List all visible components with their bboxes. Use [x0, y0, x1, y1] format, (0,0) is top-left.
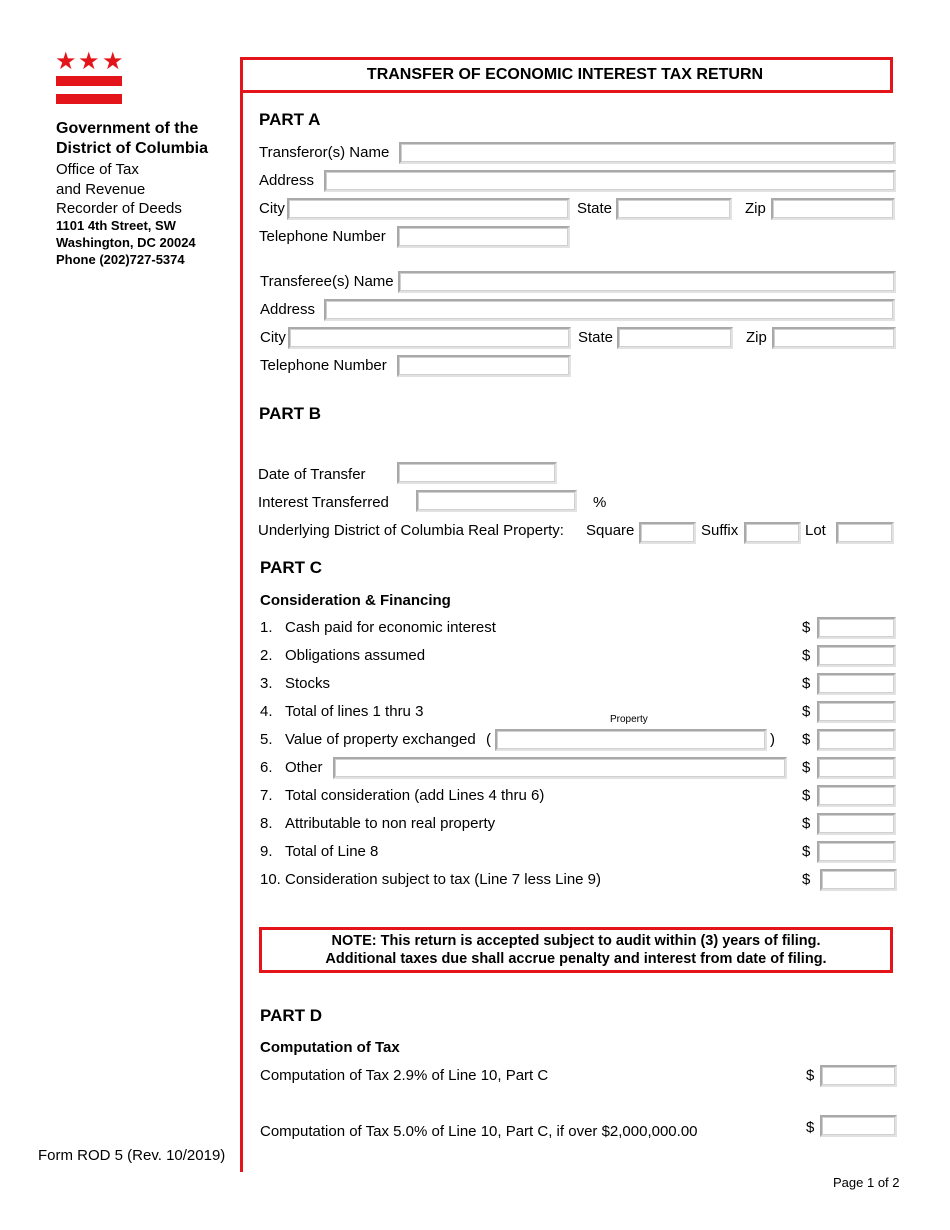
currency-symbol: $ [802, 871, 811, 888]
currency-symbol: $ [802, 619, 811, 636]
currency-symbol: $ [806, 1067, 815, 1084]
currency-symbol: $ [802, 675, 811, 692]
currency-symbol: $ [802, 787, 811, 804]
line-label: Attributable to non real property [285, 815, 496, 832]
agency-office: and Revenue [56, 181, 146, 198]
square-input[interactable] [639, 522, 696, 544]
part-d-heading: PART D [260, 1006, 323, 1025]
line-number: 5. [260, 731, 273, 748]
page-number: Page 1 of 2 [833, 1175, 900, 1190]
transferor-name-input[interactable] [399, 142, 896, 164]
transferee-state-label: State [578, 329, 614, 346]
date-of-transfer-input[interactable] [397, 462, 557, 484]
transferor-zip-input[interactable] [771, 198, 895, 220]
real-property-label: Underlying District of Columbia Real Property: [258, 522, 564, 539]
interest-transferred-label: Interest Transferred [258, 494, 389, 511]
percent-sign: % [593, 494, 607, 511]
lot-input[interactable] [836, 522, 894, 544]
transferor-zip-label: Zip [745, 200, 766, 217]
exchanged-property-input[interactable] [495, 729, 767, 751]
transferee-state-input[interactable] [617, 327, 733, 349]
agency-city: Washington, DC 20024 [56, 235, 196, 250]
suffix-input[interactable] [744, 522, 801, 544]
open-paren: ( [486, 731, 491, 748]
transferee-address-input[interactable] [324, 299, 895, 321]
currency-symbol: $ [802, 703, 811, 720]
star-icon: ★ [102, 48, 124, 75]
star-icon: ★ [55, 48, 77, 75]
currency-symbol: $ [802, 815, 811, 832]
transferor-state-input[interactable] [616, 198, 732, 220]
audit-note [259, 927, 893, 973]
line-number: 7. [260, 787, 273, 804]
audit-note-line: NOTE: This return is accepted subject to audit within (3) years of filing. [331, 933, 821, 949]
line-label: Consideration subject to tax (Line 7 less Line 9) [285, 871, 602, 888]
transferee-address-label: Address [260, 301, 316, 318]
part-b-heading: PART B [259, 404, 322, 423]
line-number: 4. [260, 703, 273, 720]
currency-symbol: $ [802, 731, 811, 748]
tax-rate-5-0-label: Computation of Tax 5.0% of Line 10, Part C, if over $2,000,000.00 [260, 1123, 698, 1140]
line-number: 6. [260, 759, 273, 776]
agency-street: 1101 4th Street, SW [56, 218, 176, 233]
part-c-heading: PART C [260, 558, 323, 577]
line-label: Total of lines 1 thru 3 [285, 703, 424, 720]
flag-bar [56, 94, 122, 104]
line-label: Stocks [285, 675, 331, 692]
part-c-subheading: Consideration & Financing [260, 592, 451, 609]
line-label: Total of Line 8 [285, 843, 379, 860]
line-1-amount-input[interactable] [817, 617, 896, 639]
line-number: 8. [260, 815, 273, 832]
flag-bar [56, 76, 122, 86]
square-label: Square [586, 522, 635, 539]
line-label: Cash paid for economic interest [285, 619, 496, 636]
agency-office: Recorder of Deeds [56, 200, 182, 217]
tax-rate-2-9-label: Computation of Tax 2.9% of Line 10, Part C [260, 1067, 549, 1084]
line-8-amount-input[interactable] [817, 813, 896, 835]
currency-symbol: $ [806, 1119, 815, 1136]
transferee-name-label: Transferee(s) Name [260, 273, 394, 290]
line-number: 2. [260, 647, 273, 664]
agency-office: Office of Tax [56, 161, 139, 178]
transferor-address-label: Address [259, 172, 315, 189]
lot-label: Lot [805, 522, 826, 539]
line-label: Obligations assumed [285, 647, 426, 664]
currency-symbol: $ [802, 759, 811, 776]
transferee-city-label: City [260, 329, 286, 346]
red-margin-line [240, 58, 243, 1172]
transferor-city-input[interactable] [287, 198, 570, 220]
agency-name: Government of the [56, 120, 199, 137]
transferee-city-input[interactable] [288, 327, 571, 349]
line-2-amount-input[interactable] [817, 645, 896, 667]
form-id: Form ROD 5 (Rev. 10/2019) [38, 1147, 226, 1164]
tax-5-0-amount-input[interactable] [820, 1115, 897, 1137]
form-title: TRANSFER OF ECONOMIC INTEREST TAX RETURN [240, 57, 893, 93]
audit-note-line: Additional taxes due shall accrue penalty and interest from date of filing. [325, 951, 827, 967]
line-9-amount-input[interactable] [817, 841, 896, 863]
transferee-phone-input[interactable] [397, 355, 571, 377]
transferor-city-label: City [259, 200, 285, 217]
transferor-state-label: State [577, 200, 613, 217]
line-10-amount-input[interactable] [820, 869, 897, 891]
transferee-phone-label: Telephone Number [260, 357, 387, 374]
part-a-heading: PART A [259, 110, 321, 129]
line-label: Other [285, 759, 323, 776]
line-number: 10. [260, 871, 281, 888]
agency-name: District of Columbia [56, 140, 209, 157]
star-icon: ★ [78, 48, 100, 75]
transferor-address-input[interactable] [324, 170, 896, 192]
transferee-zip-input[interactable] [772, 327, 896, 349]
suffix-label: Suffix [701, 522, 739, 539]
transferee-zip-label: Zip [746, 329, 767, 346]
part-d-subheading: Computation of Tax [260, 1039, 400, 1056]
agency-phone: Phone (202)727-5374 [56, 252, 185, 267]
transferor-name-label: Transferor(s) Name [259, 144, 390, 161]
property-hint: Property [610, 714, 648, 725]
date-of-transfer-label: Date of Transfer [258, 466, 366, 483]
tax-2-9-amount-input[interactable] [820, 1065, 897, 1087]
close-paren: ) [770, 731, 775, 748]
currency-symbol: $ [802, 647, 811, 664]
line-7-amount-input[interactable] [817, 785, 896, 807]
interest-transferred-input[interactable] [416, 490, 577, 512]
transferor-phone-label: Telephone Number [259, 228, 386, 245]
currency-symbol: $ [802, 843, 811, 860]
line-number: 9. [260, 843, 273, 860]
transferor-phone-input[interactable] [397, 226, 570, 248]
line-label: Value of property exchanged [285, 731, 476, 748]
line-6-amount-input[interactable] [817, 757, 896, 779]
line-number: 3. [260, 675, 273, 692]
transferee-name-input[interactable] [398, 271, 896, 293]
line-label: Total consideration (add Lines 4 thru 6) [285, 787, 545, 804]
other-description-input[interactable] [333, 757, 787, 779]
line-4-amount-input[interactable] [817, 701, 896, 723]
line-5-amount-input[interactable] [817, 729, 896, 751]
line-3-amount-input[interactable] [817, 673, 896, 695]
line-number: 1. [260, 619, 273, 636]
